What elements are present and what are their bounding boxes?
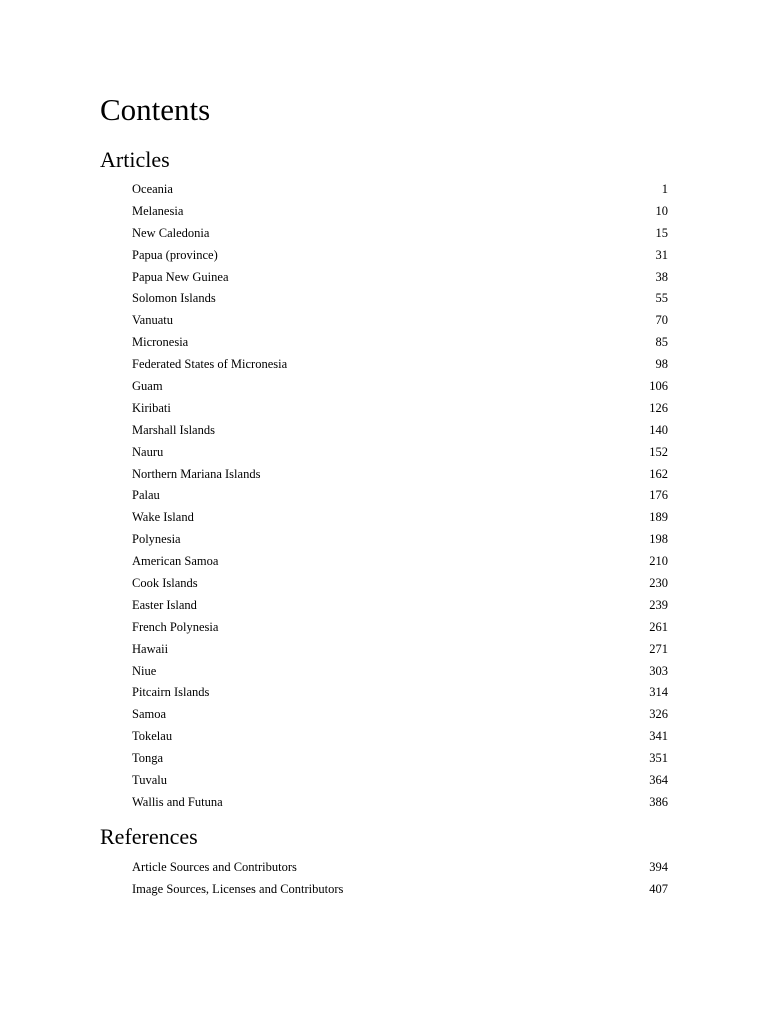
toc-entry[interactable]: [132, 857, 668, 879]
toc-entry[interactable]: [132, 879, 668, 901]
toc-entry-label: Oceania: [132, 182, 173, 196]
toc-entry[interactable]: [132, 726, 668, 748]
toc-entry-label: Pitcairn Islands: [132, 685, 210, 700]
toc-entry-page-number: 31: [655, 247, 668, 262]
toc-entry-label: Nauru: [132, 444, 164, 459]
toc-entry-page-number: 1: [661, 182, 668, 196]
toc-entry-page-number: 70: [655, 313, 668, 328]
toc-entry-label: Federated States of Micronesia: [132, 357, 288, 372]
toc-entry[interactable]: [132, 661, 668, 683]
toc-list-articles: [132, 179, 668, 814]
toc-entry-label: Image Sources, Licenses and Contributors: [132, 881, 344, 896]
toc-entry[interactable]: [132, 595, 668, 617]
toc-entry-page-number: 326: [649, 707, 668, 722]
page-title: Contents: [100, 92, 211, 127]
toc-entry[interactable]: [132, 420, 668, 442]
toc-entry-page-number: 126: [649, 400, 668, 415]
section-heading-references: References: [100, 824, 198, 849]
toc-entry[interactable]: [132, 485, 668, 507]
toc-entry[interactable]: [132, 639, 668, 661]
toc-entry-page-number: 314: [649, 685, 668, 700]
toc-entry-page-number: 98: [655, 357, 668, 372]
toc-entry-page-number: 303: [649, 663, 668, 678]
toc-entry-label: American Samoa: [132, 554, 219, 569]
toc-entry-page-number: 364: [649, 773, 668, 788]
toc-entry-label: Melanesia: [132, 203, 184, 218]
toc-entry-page-number: 341: [649, 729, 668, 744]
toc-entry-label: New Caledonia: [132, 225, 210, 240]
toc-entry-label: Easter Island: [132, 597, 197, 612]
toc-entry-page-number: 140: [649, 422, 668, 437]
section-heading-articles: Articles: [100, 147, 170, 172]
toc-entry-label: Guam: [132, 379, 163, 394]
toc-entry-label: Wallis and Futuna: [132, 794, 223, 809]
toc-entry[interactable]: [132, 442, 668, 464]
toc-entry-page-number: 261: [649, 619, 668, 634]
toc-entry-page-number: 386: [649, 794, 668, 809]
toc-entry[interactable]: [132, 398, 668, 420]
toc-entry-label: Hawaii: [132, 641, 169, 656]
toc-entry-label: Cook Islands: [132, 576, 198, 591]
toc-entry-label: Palau: [132, 488, 160, 503]
toc-entry-page-number: 230: [649, 576, 668, 591]
toc-list-references: [132, 857, 668, 901]
toc-entry[interactable]: [132, 223, 668, 245]
toc-entry-label: Papua New Guinea: [132, 269, 229, 284]
toc-entry[interactable]: [132, 617, 668, 639]
toc-entry-label: Article Sources and Contributors: [132, 860, 297, 874]
toc-entry-label: Solomon Islands: [132, 291, 216, 306]
toc-entry-page-number: 55: [655, 291, 668, 306]
toc-entry-page-number: 271: [649, 641, 668, 656]
toc-entry-label: Polynesia: [132, 532, 181, 547]
toc-entry[interactable]: [132, 682, 668, 704]
toc-entry-page-number: 198: [649, 532, 668, 547]
toc-entry[interactable]: [132, 267, 668, 289]
toc-entry-page-number: 38: [655, 269, 668, 284]
toc-entry[interactable]: [132, 704, 668, 726]
toc-entry-page-number: 351: [649, 751, 668, 766]
toc-entry-page-number: 106: [649, 379, 668, 394]
toc-entry-page-number: 162: [649, 466, 668, 481]
toc-entry-label: Tuvalu: [132, 773, 167, 788]
toc-entry-page-number: 407: [649, 881, 668, 896]
toc-entry-label: Wake Island: [132, 510, 194, 525]
toc-entry[interactable]: [132, 354, 668, 376]
toc-entry-label: Tonga: [132, 751, 164, 766]
toc-entry-page-number: 239: [649, 597, 668, 612]
toc-entry[interactable]: [132, 551, 668, 573]
toc-entry-page-number: 10: [655, 203, 668, 218]
toc-entry-page-number: 394: [649, 860, 668, 874]
toc-entry-label: Papua (province): [132, 247, 218, 262]
toc-entry[interactable]: [132, 748, 668, 770]
toc-entry-label: Marshall Islands: [132, 422, 215, 437]
toc-entry[interactable]: [132, 792, 668, 814]
toc-entry[interactable]: [132, 376, 668, 398]
toc-entry[interactable]: [132, 201, 668, 223]
toc-entry[interactable]: [132, 507, 668, 529]
toc-entry-label: Samoa: [132, 707, 167, 722]
toc-entry-page-number: 189: [649, 510, 668, 525]
toc-entry-page-number: 210: [649, 554, 668, 569]
toc-entry-page-number: 85: [655, 335, 668, 350]
toc-entry-label: Vanuatu: [132, 313, 173, 328]
toc-entry-label: Northern Mariana Islands: [132, 466, 261, 481]
toc-entry-label: French Polynesia: [132, 619, 219, 634]
toc-entry[interactable]: [132, 770, 668, 792]
toc-entry[interactable]: [132, 179, 668, 201]
toc-entry-page-number: 15: [655, 225, 668, 240]
toc-entry[interactable]: [132, 464, 668, 486]
toc-entry[interactable]: [132, 332, 668, 354]
toc-entry[interactable]: [132, 529, 668, 551]
toc-entry[interactable]: [132, 288, 668, 310]
toc-entry-label: Tokelau: [132, 729, 173, 744]
toc-entry-label: Kiribati: [132, 400, 171, 415]
toc-entry-page-number: 176: [649, 488, 668, 503]
toc-entry-label: Niue: [132, 663, 157, 678]
toc-entry-page-number: 152: [649, 444, 668, 459]
toc-entry[interactable]: [132, 245, 668, 267]
toc-entry[interactable]: [132, 310, 668, 332]
toc-entry[interactable]: [132, 573, 668, 595]
toc-entry-label: Micronesia: [132, 335, 189, 350]
